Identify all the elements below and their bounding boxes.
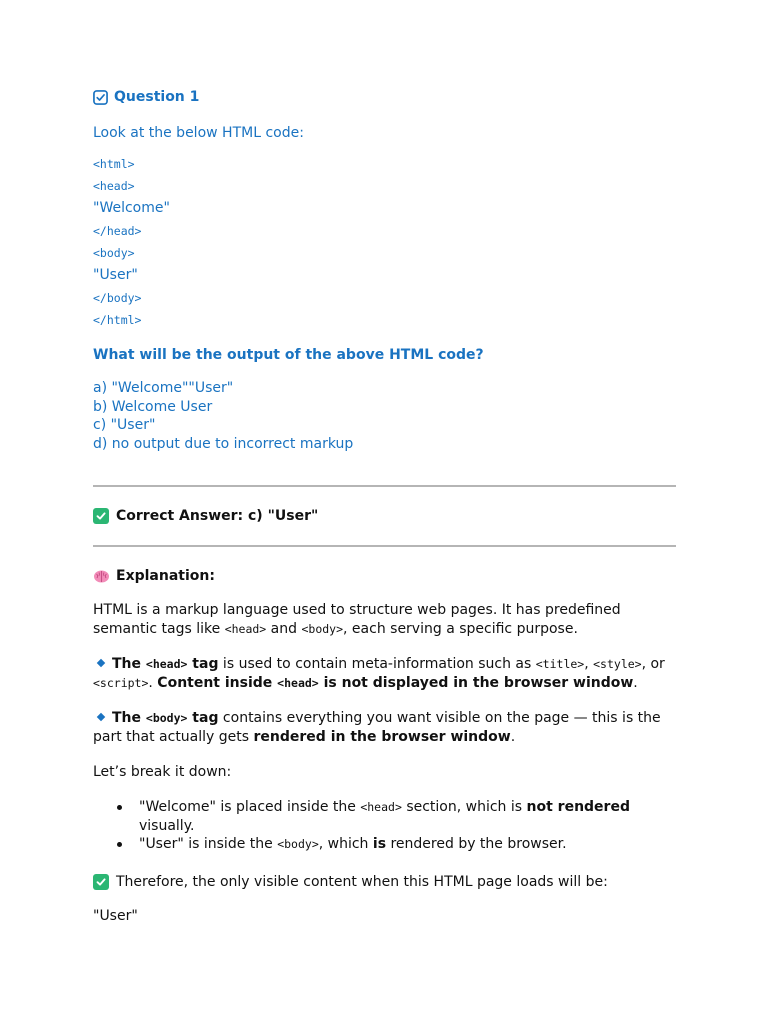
option-a: a) "Welcome""User" xyxy=(93,380,234,396)
explanation-heading: Explanation: xyxy=(116,568,215,584)
list-item: "Welcome" is placed inside the <head> section, which is not rendered visually. xyxy=(93,798,676,835)
correct-answer-label: Correct Answer: c) "User" xyxy=(116,508,319,524)
question-header xyxy=(93,86,676,108)
code-block xyxy=(93,153,676,331)
diamond-bullet-icon xyxy=(97,659,105,667)
code-line: </html> xyxy=(93,313,142,327)
code-line: </body> xyxy=(93,291,142,305)
checkbox-icon xyxy=(93,90,108,105)
option-c: c) "User" xyxy=(93,417,156,433)
explanation-paragraph-1: HTML is a markup language used to structure web pages. It has predefined semantic tags like <head> and <body>, each serving a specific purpose. xyxy=(93,602,621,637)
option-d: d) no output due to incorrect markup xyxy=(93,435,354,452)
code-line: <head> xyxy=(93,179,135,193)
list-item: "User" is inside the <body>, which is rendered by the browser. xyxy=(93,835,676,854)
final-output: "User" xyxy=(93,907,138,924)
conclusion-text: Therefore, the only visible content when this HTML page loads will be: xyxy=(116,873,608,890)
conclusion xyxy=(93,872,676,892)
divider xyxy=(93,545,676,547)
code-line: <html> xyxy=(93,157,135,171)
correct-answer xyxy=(93,487,676,545)
explanation-header xyxy=(93,567,676,585)
brain-icon xyxy=(93,569,110,584)
explanation-paragraph-head-tag: The <head> tag is used to contain meta-information such as <title>, <style>, or <script>. Content inside <head> is not displayed in the browser window. xyxy=(93,656,665,691)
breakdown-intro: Let’s break it down: xyxy=(93,764,232,780)
explanation-paragraph-body-tag: The <body> tag contains everything you want visible on the page — this is the part that actually gets rendered in the browser window. xyxy=(93,710,661,745)
code-line: <body> xyxy=(93,246,135,260)
question-prompt: What will be the output of the above HTML code? xyxy=(93,347,484,363)
code-line: </head> xyxy=(93,224,142,238)
question-title: Question 1 xyxy=(114,89,200,105)
answer-options xyxy=(93,379,676,453)
document-page xyxy=(93,86,676,924)
code-text-line: "User" xyxy=(93,267,138,283)
question-intro: Look at the below HTML code: xyxy=(93,125,304,141)
code-text-line: "Welcome" xyxy=(93,200,170,216)
diamond-bullet-icon xyxy=(97,713,105,721)
check-icon xyxy=(93,874,109,890)
breakdown-list xyxy=(93,798,676,854)
check-icon xyxy=(93,508,109,524)
option-b: b) Welcome User xyxy=(93,398,213,415)
